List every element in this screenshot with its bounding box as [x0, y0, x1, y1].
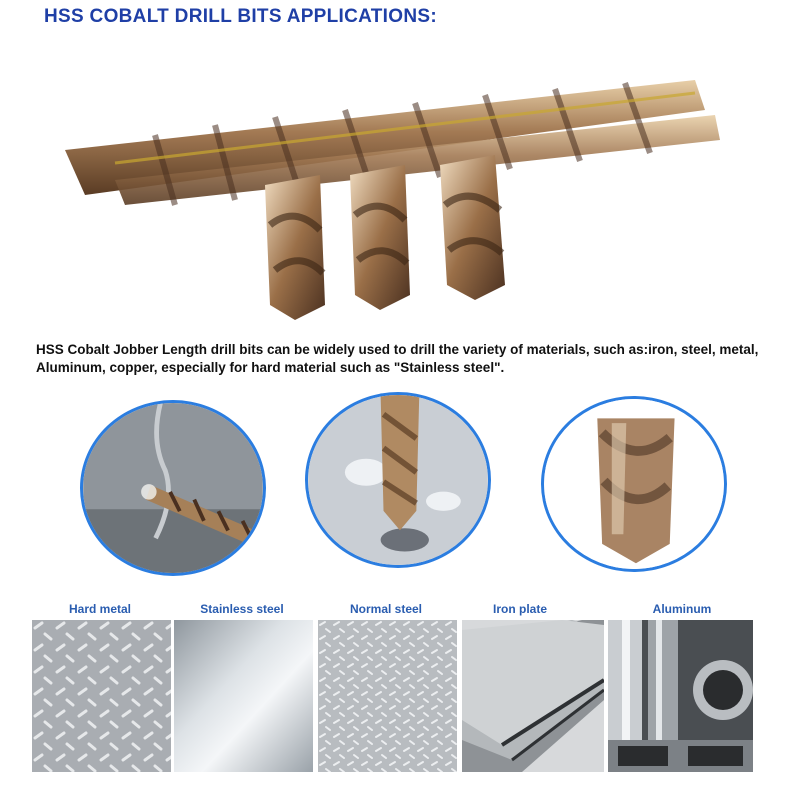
material-label-stainless-steel: Stainless steel — [200, 602, 284, 616]
drilling-hard-metal-circle-image — [80, 400, 266, 576]
material-label-iron-plate: Iron plate — [492, 602, 547, 616]
material-label-aluminum: Aluminum — [652, 602, 712, 616]
aluminum-image — [608, 620, 753, 772]
page-title: HSS COBALT DRILL BITS APPLICATIONS: — [44, 6, 437, 27]
iron-plate-image — [462, 620, 604, 772]
hard-metal-image — [32, 620, 171, 772]
description-line-1: HSS Cobalt Jobber Length drill bits can be widely used to drill the variety of materials, such as:iron, steel, metal, — [36, 342, 759, 357]
description-text — [36, 341, 776, 377]
drilling-stainless-steel-circle-image — [305, 392, 491, 568]
stainless-steel-image — [174, 620, 313, 772]
material-label-normal-steel: Normal steel — [349, 602, 423, 616]
normal-steel-image — [318, 620, 457, 772]
description-line-2: Aluminum, copper, especially for hard material such as "Stainless steel". — [36, 360, 505, 375]
drill-bit-closeup-circle-image — [541, 396, 727, 572]
material-label-hard-metal: Hard metal — [68, 602, 132, 616]
drill-bits-hero-image — [55, 55, 745, 330]
